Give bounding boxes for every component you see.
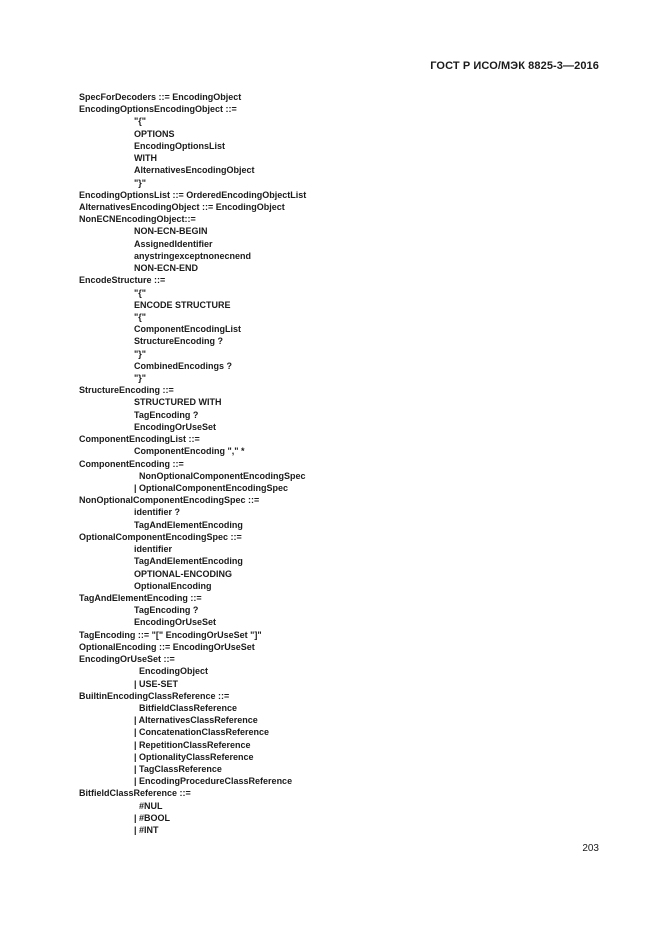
production-rule-line: NonOptionalComponentEncodingSpec ::= <box>79 495 260 506</box>
production-body-line: EncodingOptionsList <box>134 140 225 151</box>
production-body-line: | OptionalityClassReference <box>134 751 254 762</box>
production-body-line: CombinedEncodings ? <box>134 360 232 371</box>
production-rule-line: AlternativesEncodingObject ::= EncodingObject <box>79 201 285 212</box>
production-body-line: "}" <box>134 348 147 359</box>
production-body-line: | RepetitionClassReference <box>134 739 251 750</box>
production-body-line: TagAndElementEncoding <box>134 519 243 530</box>
production-rule-line: BitfieldClassReference ::= <box>79 788 191 799</box>
production-body-line: NON-ECN-END <box>134 263 198 274</box>
production-rule-line: TagEncoding ::= "[" EncodingOrUseSet "]" <box>79 629 262 640</box>
production-body-line: identifier <box>134 544 173 555</box>
production-rule-line: OptionalEncoding ::= EncodingOrUseSet <box>79 641 255 652</box>
production-body-line: | USE-SET <box>134 678 179 689</box>
production-body-line: AlternativesEncodingObject <box>134 165 255 176</box>
production-rule-line: EncodeStructure ::= <box>79 275 166 286</box>
production-rule-line: EncodingOptionsEncodingObject ::= <box>79 104 237 115</box>
production-rule-line: TagAndElementEncoding ::= <box>79 592 202 603</box>
production-body-line: "}" <box>134 177 147 188</box>
production-body-line: StructureEncoding ? <box>134 336 224 347</box>
production-body-line: "{" <box>134 116 147 127</box>
production-body-line: "{" <box>134 287 147 298</box>
document-header: ГОСТ Р ИСО/МЭК 8825-3—2016 <box>430 60 599 72</box>
grammar-listing <box>79 91 599 836</box>
production-body-line: EncodingObject <box>139 666 209 677</box>
production-body-line: STRUCTURED WITH <box>134 397 222 408</box>
production-body-line: OPTIONS <box>134 128 175 139</box>
production-body-line: anystringexceptnonecnend <box>134 250 252 261</box>
production-body-line: | OptionalComponentEncodingSpec <box>134 483 289 493</box>
page-number: 203 <box>582 843 599 854</box>
production-body-line: | AlternativesClassReference <box>134 715 258 726</box>
production-body-line: TagAndElementEncoding <box>134 556 243 567</box>
production-rule-line: SpecForDecoders ::= EncodingObject <box>79 92 242 102</box>
production-rule-line: BuiltinEncodingClassReference ::= <box>79 690 230 701</box>
production-body-line: ComponentEncoding "," * <box>134 446 245 457</box>
production-body-line: OptionalEncoding <box>134 580 212 591</box>
production-rule-line: ComponentEncoding ::= <box>79 458 184 469</box>
production-rule-line: ComponentEncodingList ::= <box>79 434 200 445</box>
production-rule-line: OptionalComponentEncodingSpec ::= <box>79 531 242 542</box>
production-body-line: | ConcatenationClassReference <box>134 727 270 738</box>
production-body-line: NON-ECN-BEGIN <box>134 226 208 237</box>
production-body-line: #NUL <box>139 800 163 811</box>
production-body-line: | #INT <box>134 825 159 836</box>
production-body-line: | EncodingProcedureClassReference <box>134 776 293 787</box>
production-body-line: "}" <box>134 373 147 384</box>
production-rule-line: StructureEncoding ::= <box>79 385 174 396</box>
production-body-line: ENCODE STRUCTURE <box>134 299 231 310</box>
production-rule-line: EncodingOrUseSet ::= <box>79 654 175 665</box>
production-body-line: "{" <box>134 311 147 322</box>
production-body-line: NonOptionalComponentEncodingSpec <box>139 470 306 481</box>
production-body-line: BitfieldClassReference <box>139 702 238 713</box>
production-body-line: | TagClassReference <box>134 764 222 775</box>
production-rule-line: NonECNEncodingObject::= <box>79 214 196 225</box>
production-body-line: EncodingOrUseSet <box>134 421 217 432</box>
production-rule-line: EncodingOptionsList ::= OrderedEncodingObjectList <box>79 189 307 200</box>
production-body-line: | #BOOL <box>134 812 171 823</box>
production-body-line: EncodingOrUseSet <box>134 617 217 628</box>
production-body-line: identifier ? <box>134 507 181 518</box>
production-body-line: TagEncoding ? <box>134 605 199 616</box>
production-body-line: AssignedIdentifier <box>134 238 213 249</box>
production-body-line: OPTIONAL-ENCODING <box>134 568 232 579</box>
production-body-line: ComponentEncodingList <box>134 324 241 335</box>
production-body-line: WITH <box>134 153 157 164</box>
production-body-line: TagEncoding ? <box>134 409 199 420</box>
